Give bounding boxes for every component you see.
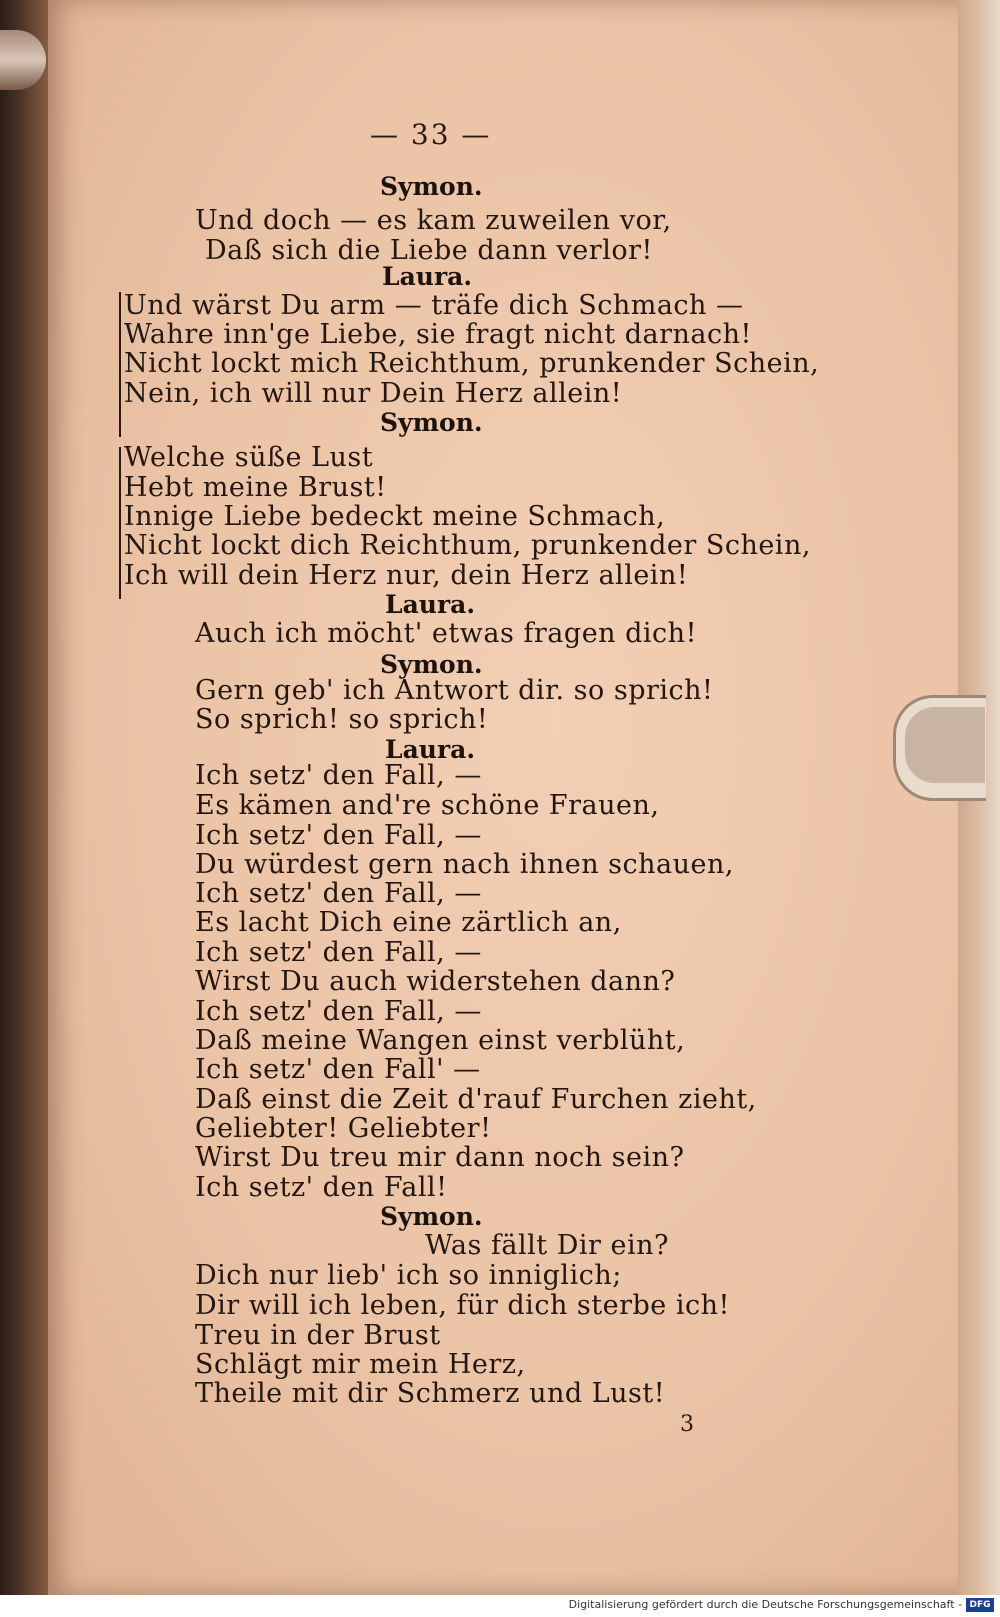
verse-line: Dich nur lieb' ich so inniglich; [195,1260,622,1291]
verse-line: Ich will dein Herz nur, dein Herz allein! [124,560,689,591]
footer-credit: Digitalisierung gefördert durch die Deutsche Forschungsgemeinschaft - [568,1598,962,1611]
verse-line: Treu in der Brust [195,1320,441,1351]
verse-line: Theile mit dir Schmerz und Lust! [195,1378,666,1409]
verse-line: So sprich! so sprich! [195,704,489,735]
verse-line: Ich setz' den Fall, — [195,996,482,1027]
speaker-name: Laura. [385,735,476,764]
dfg-logo: DFG [966,1598,994,1612]
page-number: — 33 — [370,118,492,151]
verse-line: Ich setz' den Fall! [195,1172,448,1203]
verse-line: Du würdest gern nach ihnen schauen, [195,849,734,880]
verse-line: Daß einst die Zeit d'rauf Furchen zieht, [195,1084,757,1115]
verse-line: Innige Liebe bedeckt meine Schmach, [124,501,666,532]
book-gutter [0,0,50,1617]
page-edge [958,0,1000,1617]
verse-line: Welche süße Lust [124,442,374,473]
verse-line: Ich setz' den Fall, — [195,820,482,851]
verse-line: Ich setz' den Fall, — [195,878,482,909]
verse-line: Ich setz' den Fall, — [195,937,482,968]
speaker-name: Symon. [380,650,483,679]
bracket-symon [119,447,121,599]
verse-line: Ich setz' den Fall' — [195,1054,481,1085]
speaker-name: Laura. [382,262,473,291]
speaker-name: Symon. [380,172,483,201]
speaker-name: Laura. [385,590,476,619]
verse-line: Ich setz' den Fall, — [195,760,482,791]
verse-line: Daß sich die Liebe dann verlor! [205,235,653,266]
verse-line: Geliebter! Geliebter! [195,1113,492,1144]
verse-line: Wirst Du auch widerstehen dann? [195,966,676,997]
signature-mark: 3 [680,1412,694,1437]
bracket-laura [119,292,121,437]
verse-line: Nein, ich will nur Dein Herz allein! [124,378,623,409]
verse-line: Dir will ich leben, für dich sterbe ich! [195,1290,730,1321]
verse-line: Nicht lockt mich Reichthum, prunkender Schein, [124,348,820,379]
verse-line: Es kämen and're schöne Frauen, [195,790,660,821]
verse-line: Auch ich möcht' etwas fragen dich! [195,618,697,649]
verse-line: Nicht lockt dich Reichthum, prunkender Schein, [124,530,811,561]
speaker-name: Symon. [380,408,483,437]
verse-line: Hebt meine Brust! [124,472,387,503]
verse-line: Und doch — es kam zuweilen vor, [195,205,672,236]
speaker-name: Symon. [380,1202,483,1231]
verse-line: Gern geb' ich Antwort dir. so sprich! [195,675,714,706]
verse-line: Schlägt mir mein Herz, [195,1349,526,1380]
page-tab-inner [905,707,985,783]
verse-line: Und wärst Du arm — träfe dich Schmach — [124,290,744,321]
verse-line: Wirst Du treu mir dann noch sein? [195,1142,685,1173]
verse-line: Was fällt Dir ein? [425,1230,669,1261]
verse-line: Daß meine Wangen einst verblüht, [195,1025,686,1056]
verse-line: Es lacht Dich eine zärtlich an, [195,907,622,938]
verse-line: Wahre inn'ge Liebe, sie fragt nicht darnach! [124,319,752,350]
